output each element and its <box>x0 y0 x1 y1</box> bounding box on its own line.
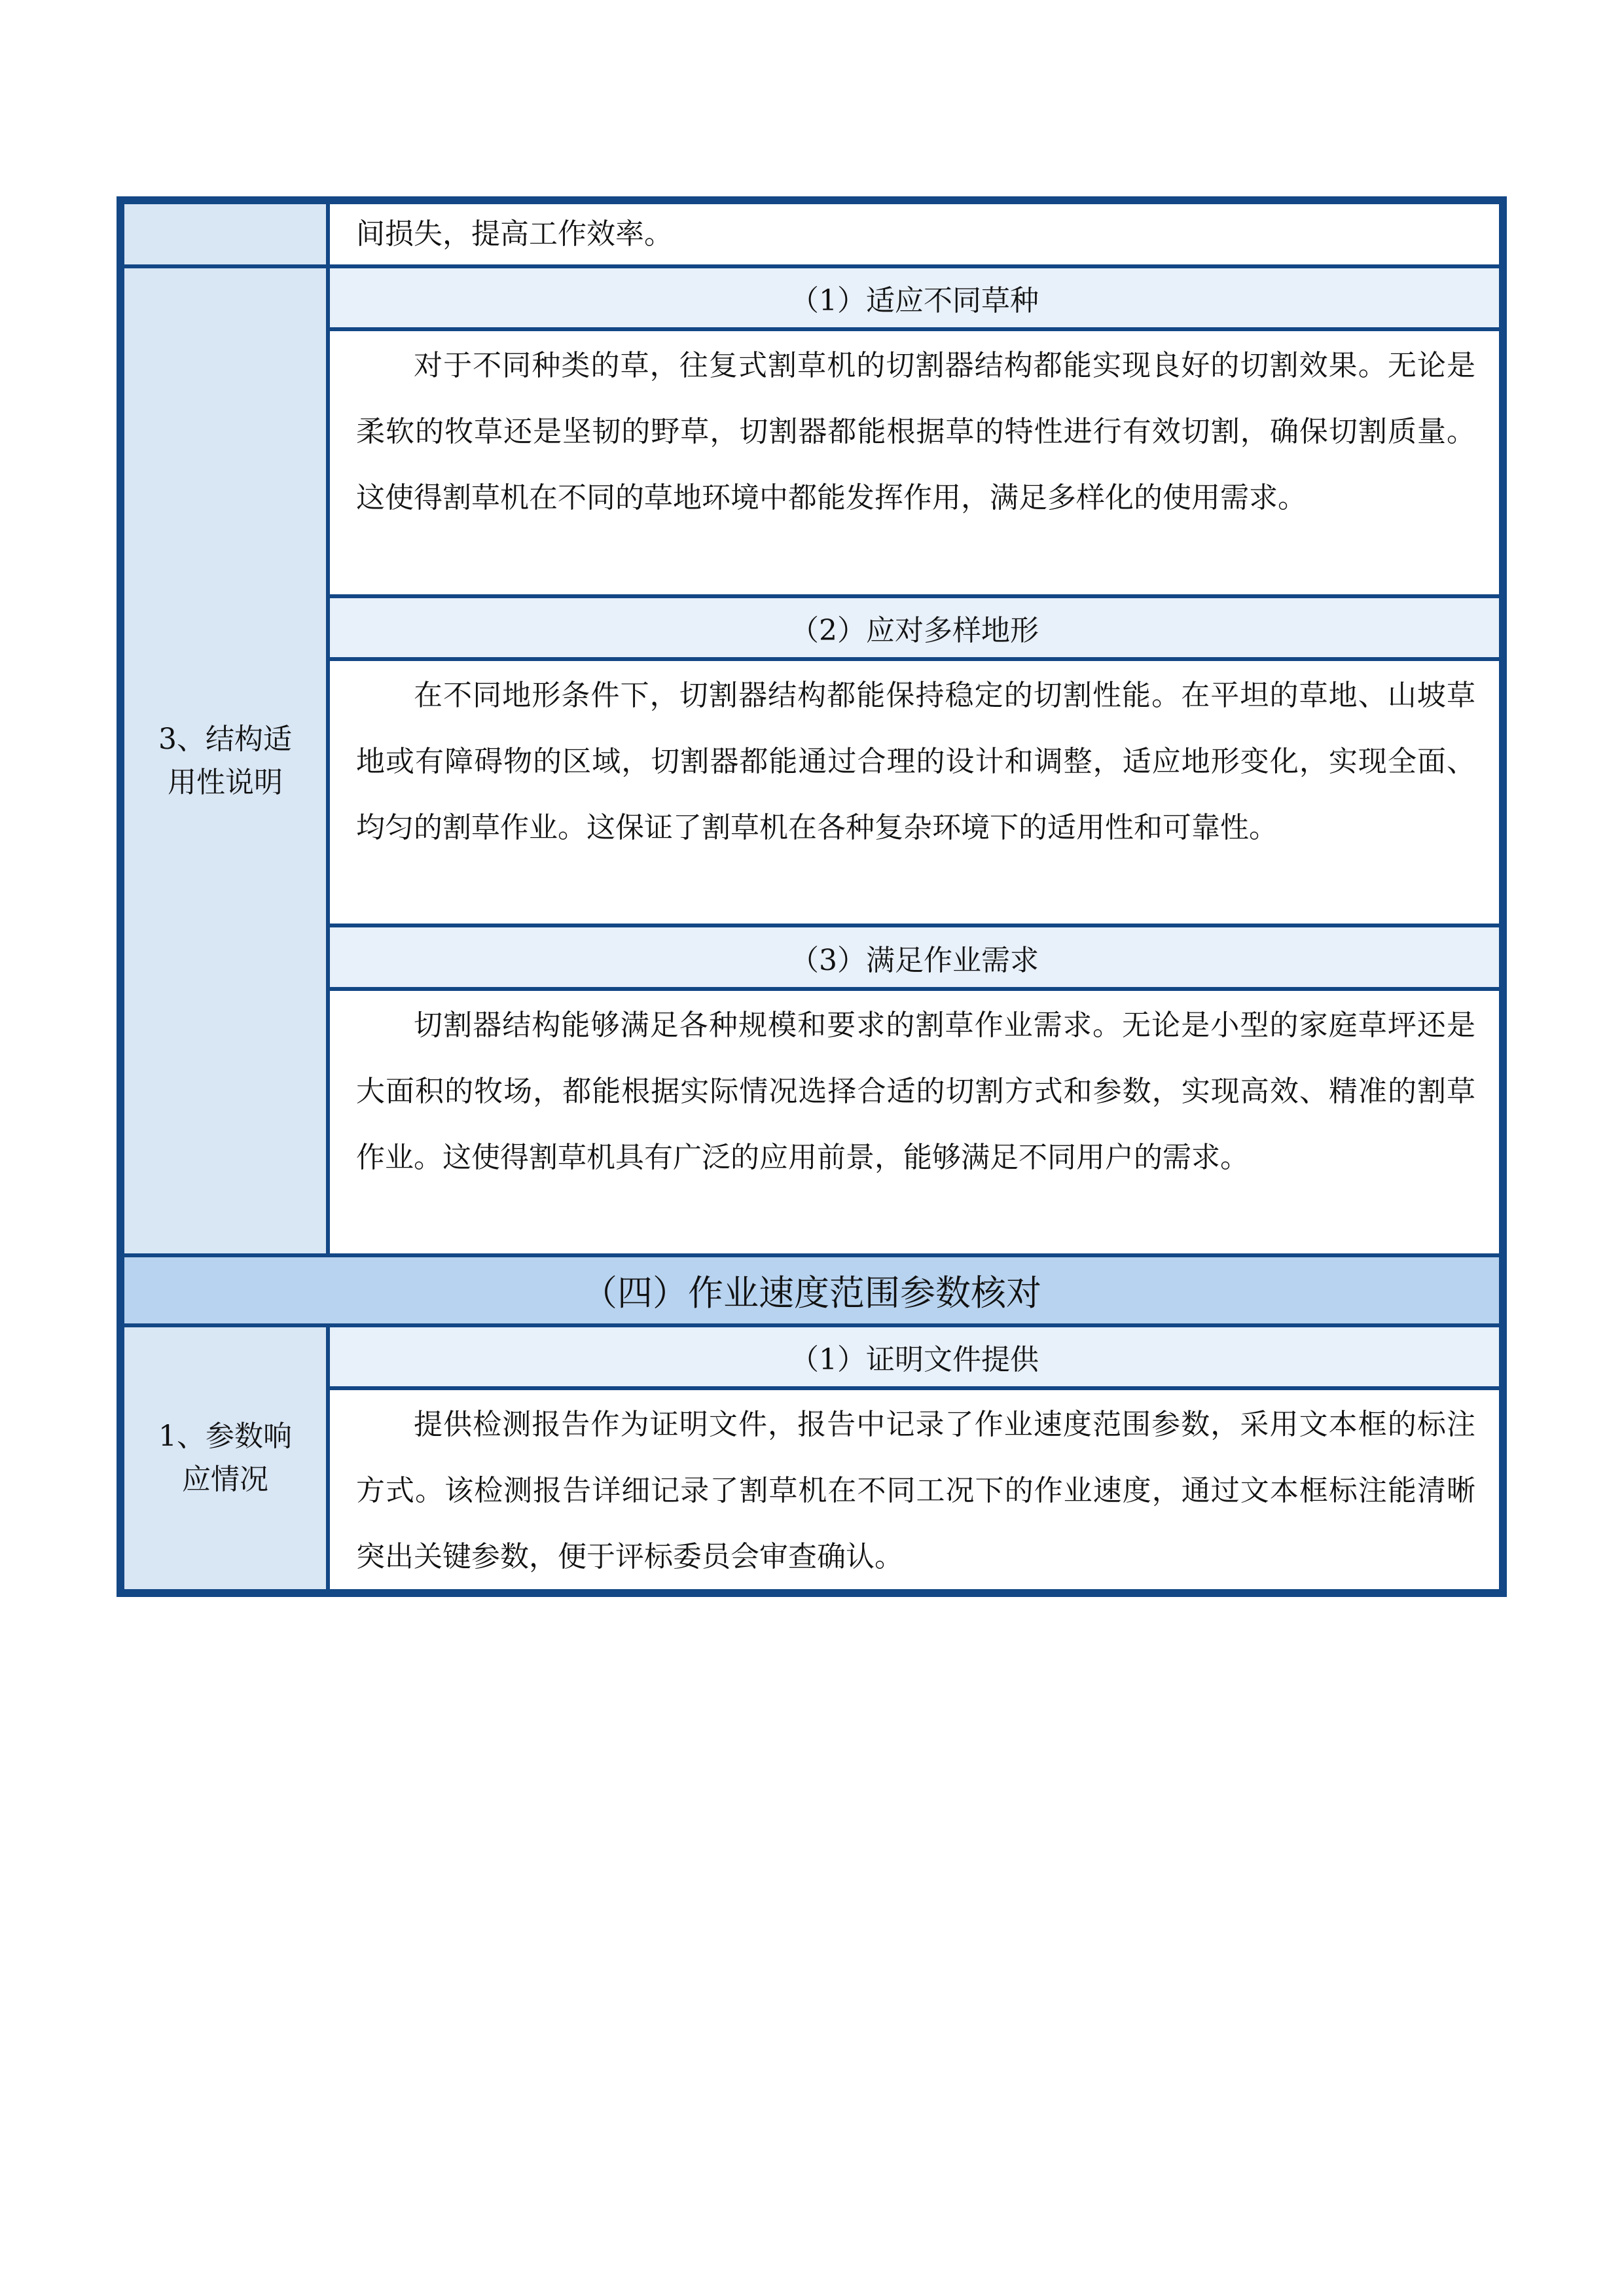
item-title-cell <box>330 927 1499 987</box>
item-title: （1）适应不同草种 <box>790 284 1039 317</box>
item-text: 提供检测报告作为证明文件，报告中记录了作业速度范围参数，采用文本框的标注方式。该检测报告详细记录了割草机在不同工况下的作业速度，通过文本框标注能清晰突出关键参数，便于评标委员会审查确认。 <box>356 1408 1475 1573</box>
item-text-cell <box>330 661 1499 924</box>
section3-label-line-1: 3、结构适 <box>158 722 292 756</box>
continuation-text-cell <box>330 204 1499 264</box>
section4-label-line-1: 1、参数响 <box>158 1420 292 1453</box>
section4-label <box>158 1415 292 1501</box>
item-text: 对于不同种类的草，往复式割草机的切割器结构都能实现良好的切割效果。无论是柔软的牧草还是坚韧的野草，切割器都能根据草的特性进行有效切割，确保切割质量。这使得割草机在不同的草地环境中都能发挥作用，满足多样化的使用需求。 <box>356 349 1475 514</box>
continuation-text: 间损失，提高工作效率。 <box>356 217 673 251</box>
section3-label <box>158 718 292 804</box>
item-title-cell <box>330 1327 1499 1386</box>
item-title-cell <box>330 268 1499 327</box>
item-title: （3）满足作业需求 <box>790 943 1039 977</box>
item-title: （2）应对多样地形 <box>790 614 1039 647</box>
continuation-label-cell <box>124 204 326 264</box>
item-title-cell <box>330 598 1499 657</box>
item-text: 切割器结构能够满足各种规模和要求的割草作业需求。无论是小型的家庭草坪还是大面积的牧场，都能根据实际情况选择合适的切割方式和参数，实现高效、精准的割草作业。这使得割草机具有广泛的应用前景，能够满足不同用户的需求。 <box>356 1009 1475 1174</box>
section4-label-line-2: 应情况 <box>182 1463 268 1496</box>
section-heading-cell <box>124 1257 1499 1323</box>
specification-table <box>117 196 1507 1597</box>
item-text: 在不同地形条件下，切割器结构都能保持稳定的切割性能。在平坦的草地、山坡草地或有障碍物的区域，切割器都能通过合理的设计和调整，适应地形变化，实现全面、均匀的割草作业。这保证了割草机在各种复杂环境下的适用性和可靠性。 <box>356 679 1475 844</box>
section-heading: （四）作业速度范围参数核对 <box>582 1272 1041 1314</box>
item-title: （1）证明文件提供 <box>790 1343 1039 1376</box>
section4-label-cell <box>124 1327 326 1589</box>
item-text-cell <box>330 331 1499 594</box>
item-text-cell <box>330 991 1499 1253</box>
section3-label-line-2: 用性说明 <box>168 765 283 799</box>
item-text-cell <box>330 1390 1499 1589</box>
section3-label-cell <box>124 268 326 1253</box>
